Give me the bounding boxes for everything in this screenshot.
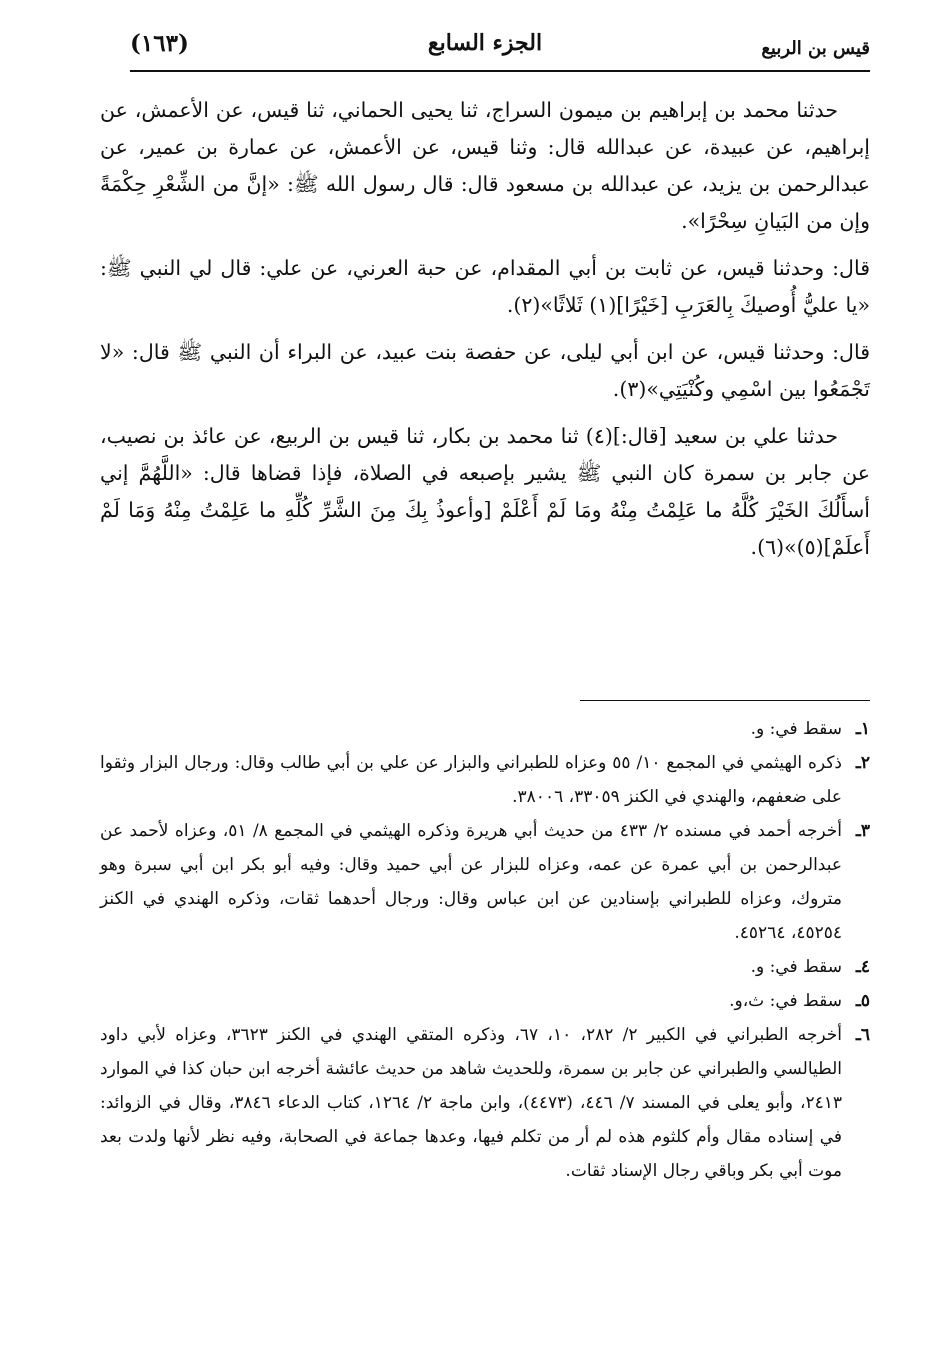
footnote-text: سقط في: و. bbox=[750, 957, 842, 977]
header-rule bbox=[130, 70, 870, 72]
footnote bbox=[100, 712, 870, 746]
footnote bbox=[100, 984, 870, 1018]
footnote-number: ٦ـ bbox=[855, 1025, 870, 1045]
footnote-number: ٣ـ bbox=[855, 821, 870, 841]
footnote-number: ٢ـ bbox=[855, 753, 870, 773]
footnote-number: ٤ـ bbox=[855, 957, 870, 977]
footnote-text: سقط في: ث،و. bbox=[729, 991, 842, 1011]
hadith-paragraph: قال: وحدثنا قيس، عن ابن أبي ليلى، عن حفصة بنت عبيد، عن البراء أن النبي ﷺ قال: «لا تَجْمَعُوا بين اسْمِي وكُنْيَتِي»(٣). bbox=[100, 340, 870, 401]
hadith-paragraph: حدثنا محمد بن إبراهيم بن ميمون السراج، ثنا يحيى الحماني، ثنا قيس، عن الأعمش، عن إبراهيم، عن عبيدة، عن عبدالله قال: وثنا قيس، عن الأعمش، عن عمارة بن عمير، عن عبدالرحمن بن يزيد، عن عبدالله بن مسعود قال: قال رسول الله ﷺ: «إنَّ من الشِّعْرِ حِكْمَةً وإن من البَيانِ سِحْرًا». bbox=[100, 98, 870, 233]
footnote-text: أخرجه الطبراني في الكبير ٢/ ٢٨٢، ١٠، ٦٧، وذكره المتقي الهندي في الكنز ٣٦٢٣، وعزاه لأبي داود الطيالسي والطبراني عن جابر بن سمرة، وللحديث شاهد من حديث عائشة أخرجه ابن حبان كذا في الموارد ٢٤١٣، وأبو يعلى في المسند ٧/ ٤٤٦، (٤٤٧٣)، وابن ماجة ٢/ ١٢٦٤، كتاب الدعاء ٣٨٤٦، وقال في الزوائد: في إسناده مقال وأم كلثوم هذه لم أر من تكلم فيها، وعدها جماعة في الصحابة، وفيه نظر لأنها ولدت بعد موت أبي بكر وباقي رجال الإسناد ثقات. bbox=[100, 1025, 843, 1181]
hadith-paragraph: قال: وحدثنا قيس، عن ثابت بن أبي المقدام، عن حبة العرني، عن علي: قال لي النبي ﷺ: «يا عليُّ أُوصيكَ بِالعَرَبِ [خَيْرًا](١) ثَلاثًا»(٢). bbox=[100, 256, 870, 317]
footnote bbox=[100, 1018, 870, 1188]
footnote bbox=[100, 814, 870, 950]
footnote-number: ١ـ bbox=[855, 719, 870, 739]
footnotes bbox=[100, 712, 870, 1188]
footnote-number: ٥ـ bbox=[855, 991, 870, 1011]
running-header bbox=[100, 22, 870, 72]
footnote-text: سقط في: و. bbox=[750, 719, 842, 739]
main-text bbox=[100, 92, 870, 576]
hadith-paragraph: حدثنا علي بن سعيد [قال:](٤) ثنا محمد بن بكار، ثنا قيس بن الربيع، عن عائذ بن نصيب، عن جابر بن سمرة كان النبي ﷺ يشير بإصبعه في الصلاة، فإذا قضاها قال: «اللَّهُمَّ إني أسأَلُكَ الخَيْرَ كُلَّهُ ما عَلِمْتُ مِنْهُ ومَا لَمْ أَعْلَمْ [وأعوذُ بِكَ مِنَ الشَّرِّ كُلِّهِ ما عَلِمْتُ مِنْهُ وَمَا لَمْ أَعلَمْ](٥)»(٦). bbox=[100, 424, 870, 559]
page-number: (١٦٣) bbox=[130, 30, 189, 57]
footnote bbox=[100, 746, 870, 814]
footnote-text: أخرجه أحمد في مسنده ٢/ ٤٣٣ من حديث أبي هريرة وذكره الهيثمي في المجمع ٨/ ٥١، وعزاه لأحمد عن عبدالرحمن بن أبي عمرة عن عمه، وعزاه للبزار عن أبي حميد وقال: وفيه أبو بكر ابن أبي سبرة وهو متروك، وعزاه للطبراني بإسنادين عن ابن عباس وقال: ورجال أحدهما ثقات، وذكره الهندي في الكنز ٤٥٢٥٤، ٤٥٢٦٤. bbox=[100, 821, 842, 943]
book-title: قيس بن الربيع bbox=[761, 38, 870, 59]
footnote-divider bbox=[580, 700, 870, 701]
footnote bbox=[100, 950, 870, 984]
footnote-text: ذكره الهيثمي في المجمع ١٠/ ٥٥ وعزاه للطبراني والبزار عن علي بن أبي طالب وقال: ورجال البزار وثقوا على ضعفهم، والهندي في الكنز ٣٣٠٥٩، ٣٨٠٠٦. bbox=[100, 753, 842, 807]
volume-title: الجزء السابع bbox=[427, 30, 543, 56]
